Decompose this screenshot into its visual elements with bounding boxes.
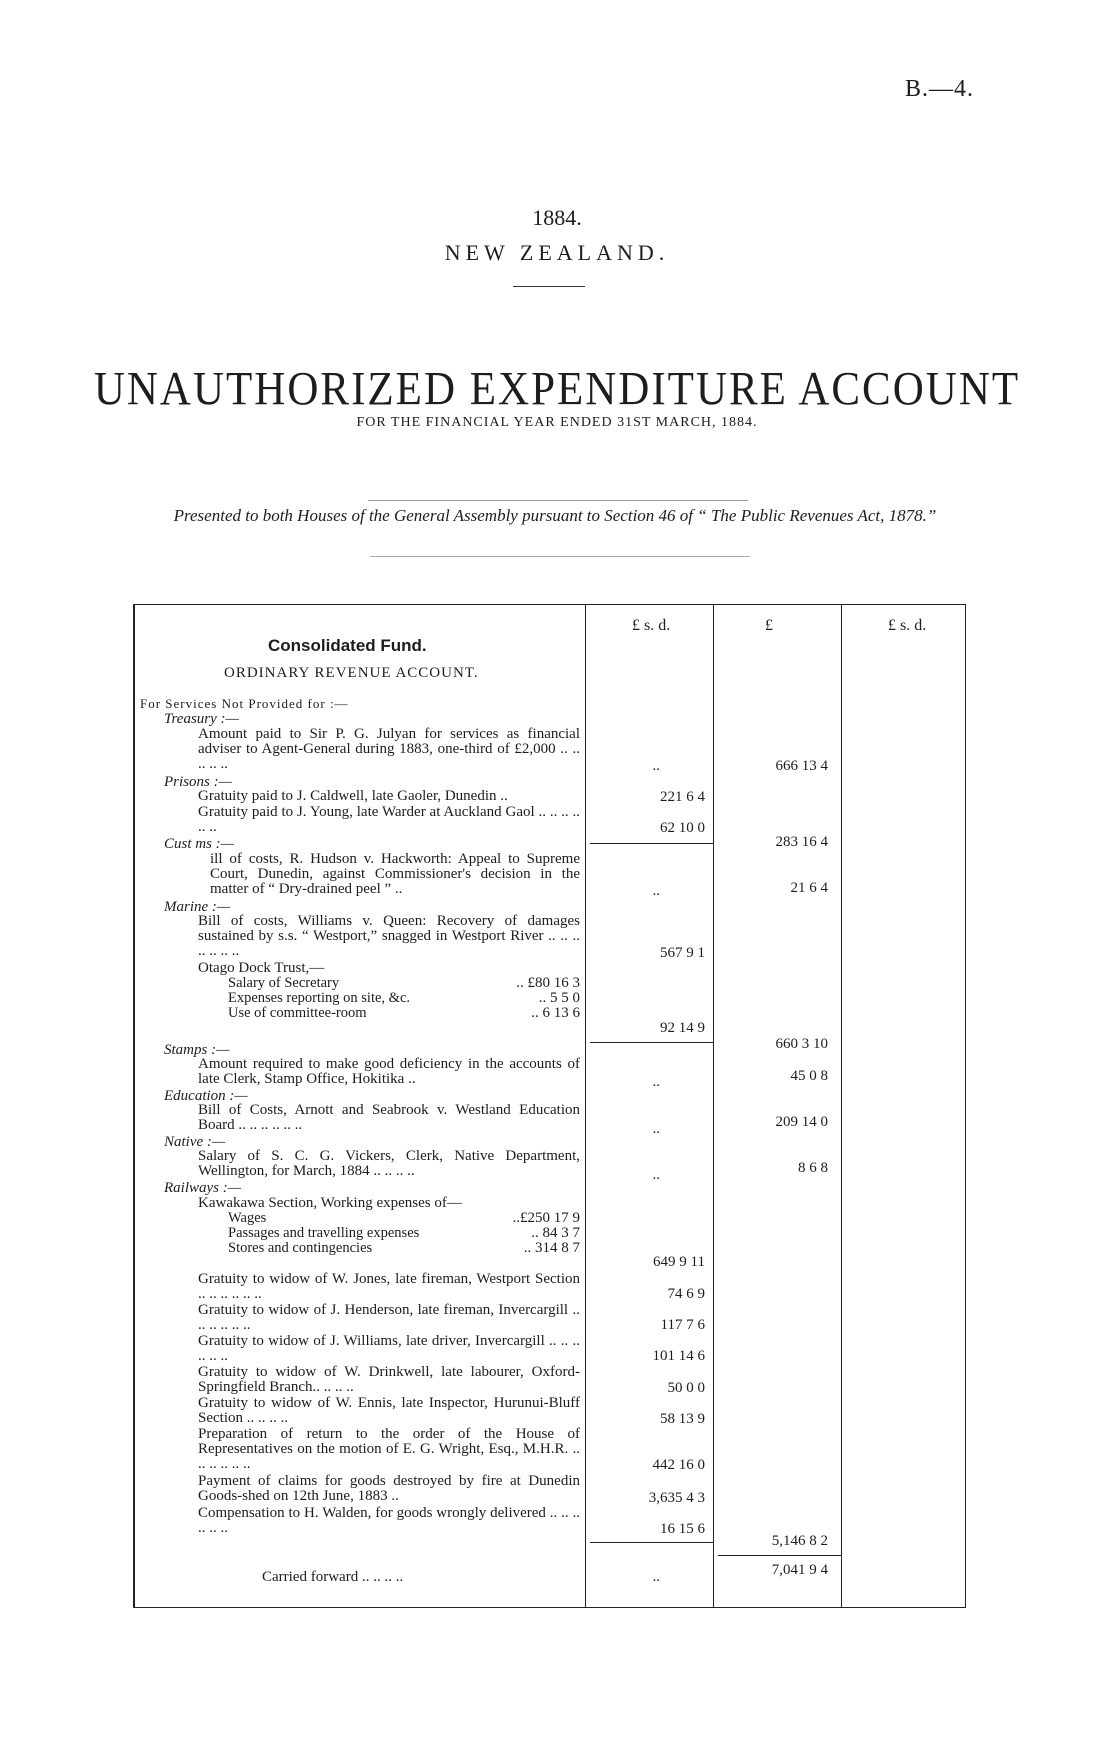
railways-gratuity-4-c1: 50 0 0 <box>667 1380 705 1396</box>
kawakawa-total-c1: 649 9 11 <box>653 1254 705 1270</box>
native-item-c2: 8 6 8 <box>798 1160 828 1176</box>
presented-note: Presented to both Houses of the General Assembly pursuant to Section 46 of “ The Public Revenues Act, 1878.” <box>173 506 937 525</box>
otago-sub-1-amount: .. £80 16 3 <box>516 975 580 991</box>
column-divider <box>585 604 586 1608</box>
kawakawa-sub-2-amount: .. 84 3 7 <box>531 1225 580 1241</box>
col-header-3: £ s. d. <box>888 617 927 634</box>
kawakawa-heading: Kawakawa Section, Working expenses of— <box>198 1195 462 1211</box>
prisons-item-2-c1: 62 10 0 <box>660 820 705 836</box>
document-year: 1884. <box>532 205 582 230</box>
railways-gratuity-5-c1: 58 13 9 <box>660 1411 705 1427</box>
prisons-item-2: Gratuity paid to J. Young, late Warder at Auckland Gaol .. .. .. .. .. .. <box>198 804 580 835</box>
column-divider <box>713 604 714 1608</box>
category-railways: Railways :— <box>164 1180 242 1196</box>
category-treasury: Treasury :— <box>164 711 239 727</box>
otago-sub-2: Expenses reporting on site, &c. <box>228 990 411 1006</box>
carried-forward-label: Carried forward .. .. .. .. <box>262 1569 404 1585</box>
otago-sub-2-amount: .. 5 5 0 <box>538 990 580 1006</box>
customs-item: ill of costs, R. Hudson v. Hackworth: Appeal to Supreme Court, Dunedin, against Commissioner's decision in the matter of “ Dry-drained peel ” .. <box>210 851 580 897</box>
category-stamps: Stamps :— <box>164 1042 230 1058</box>
railways-return-preparation: Preparation of return to the order of the House of Representatives on the motion of E. G. Wright, Esq., M.H.R. .. .. .. .. .. .. <box>198 1426 580 1472</box>
education-item-c1: .. <box>652 1121 660 1137</box>
marine-item-c1: 567 9 1 <box>660 945 705 961</box>
kawakawa-sub-3-amount: .. 314 8 7 <box>523 1240 580 1256</box>
railways-gratuity-1-c1: 74 6 9 <box>667 1286 705 1302</box>
otago-sub-3: Use of committee-room <box>228 1005 367 1021</box>
total-rule <box>718 1555 841 1556</box>
subtotal-rule <box>590 1542 713 1543</box>
treasury-item-c1: .. <box>652 758 660 774</box>
prisons-total-c2: 283 16 4 <box>775 834 828 850</box>
railways-total-c2: 5,146 8 2 <box>771 1533 828 1549</box>
railways-fire-claims: Payment of claims for goods destroyed by fire at Dunedin Goods-shed on 12th June, 1883 .. <box>198 1473 580 1504</box>
fund-title: Consolidated Fund. <box>268 636 427 655</box>
railways-gratuity-3: Gratuity to widow of J. Williams, late driver, Invercargill .. .. .. .. .. .. <box>198 1333 580 1364</box>
railways-compensation-c1: 16 15 6 <box>660 1521 705 1537</box>
treasury-item: Amount paid to Sir P. G. Julyan for services as financial adviser to Agent-General during 1883, one-third of £2,000 .. .. .. .. .. <box>198 726 580 772</box>
prisons-item-1: Gratuity paid to J. Caldwell, late Gaoler, Dunedin .. <box>198 788 508 804</box>
subtotal-rule <box>590 843 713 844</box>
category-education: Education :— <box>164 1088 248 1104</box>
prisons-item-1-c1: 221 6 4 <box>660 789 705 805</box>
document-reference: B.—4. <box>904 76 974 102</box>
railways-gratuity-2-c1: 117 7 6 <box>660 1317 705 1333</box>
category-native: Native :— <box>164 1134 226 1150</box>
kawakawa-sub-2: Passages and travelling expenses <box>228 1225 420 1241</box>
category-customs: Cust ms :— <box>164 836 235 852</box>
otago-dock-trust: Otago Dock Trust,— <box>198 960 325 976</box>
marine-item: Bill of costs, Williams v. Queen: Recovery of damages sustained by s.s. “ Westport,” snagged in Westport River .. .. .. .. .. .. .. <box>198 913 580 959</box>
education-item: Bill of Costs, Arnott and Seabrook v. Westland Education Board .. .. .. .. .. .. <box>198 1102 580 1133</box>
customs-item-c1: .. <box>652 883 660 899</box>
kawakawa-sub-1: Wages <box>228 1210 267 1226</box>
railways-gratuity-4: Gratuity to widow of W. Drinkwell, late labourer, Oxford-Springfield Branch.. .. .. .. <box>198 1364 580 1395</box>
carried-forward-c1: .. <box>652 1569 660 1585</box>
railways-gratuity-2: Gratuity to widow of J. Henderson, late fireman, Invercargill .. .. .. .. .. .. <box>198 1302 580 1333</box>
divider <box>513 286 585 287</box>
customs-item-c2: 21 6 4 <box>790 880 828 896</box>
railways-gratuity-1: Gratuity to widow of W. Jones, late fireman, Westport Section .. .. .. .. .. .. <box>198 1271 580 1302</box>
divider <box>368 500 748 501</box>
otago-total-c1: 92 14 9 <box>660 1020 705 1036</box>
subtotal-rule <box>590 1042 713 1043</box>
country-heading: NEW ZEALAND. <box>444 240 670 265</box>
otago-sub-1: Salary of Secretary <box>228 975 340 991</box>
otago-sub-3-amount: .. 6 13 6 <box>531 1005 580 1021</box>
stamps-item-c2: 45 0 8 <box>790 1068 828 1084</box>
column-divider <box>841 604 842 1608</box>
category-prisons: Prisons :— <box>164 774 232 790</box>
page-subtitle: FOR THE FINANCIAL YEAR ENDED 31ST MARCH, 1884. <box>356 415 758 430</box>
col-header-2: £ <box>765 617 773 634</box>
education-item-c2: 209 14 0 <box>775 1114 828 1130</box>
account-title: ORDINARY REVENUE ACCOUNT. <box>224 665 479 681</box>
railways-compensation: Compensation to H. Walden, for goods wrongly delivered .. .. .. .. .. .. <box>198 1505 580 1536</box>
divider <box>370 556 750 557</box>
col-header-1: £ s. d. <box>632 617 671 634</box>
page-title: UNAUTHORIZED EXPENDITURE ACCOUNT <box>93 363 1021 416</box>
carried-forward-c2: 7,041 9 4 <box>771 1562 828 1578</box>
category-marine: Marine :— <box>164 899 231 915</box>
railways-fire-claims-c1: 3,635 4 3 <box>648 1490 705 1506</box>
railways-return-preparation-c1: 442 16 0 <box>652 1457 705 1473</box>
stamps-item: Amount required to make good deficiency in the accounts of late Clerk, Stamp Office, Hokitika .. <box>198 1056 580 1087</box>
services-heading: For Services Not Provided for :— <box>140 696 349 711</box>
railways-gratuity-3-c1: 101 14 6 <box>652 1348 705 1364</box>
native-item: Salary of S. C. G. Vickers, Clerk, Native Department, Wellington, for March, 1884 .. .. .. .. <box>198 1148 580 1179</box>
kawakawa-sub-1-amount: ..£250 17 9 <box>512 1210 580 1226</box>
kawakawa-sub-3: Stores and contingencies <box>228 1240 373 1256</box>
marine-total-c2: 660 3 10 <box>775 1036 828 1052</box>
treasury-item-c2: 666 13 4 <box>775 758 828 774</box>
native-item-c1: .. <box>652 1167 660 1183</box>
railways-gratuity-5: Gratuity to widow of W. Ennis, late Inspector, Hurunui-Bluff Section .. .. .. .. <box>198 1395 580 1426</box>
stamps-item-c1: .. <box>652 1074 660 1090</box>
